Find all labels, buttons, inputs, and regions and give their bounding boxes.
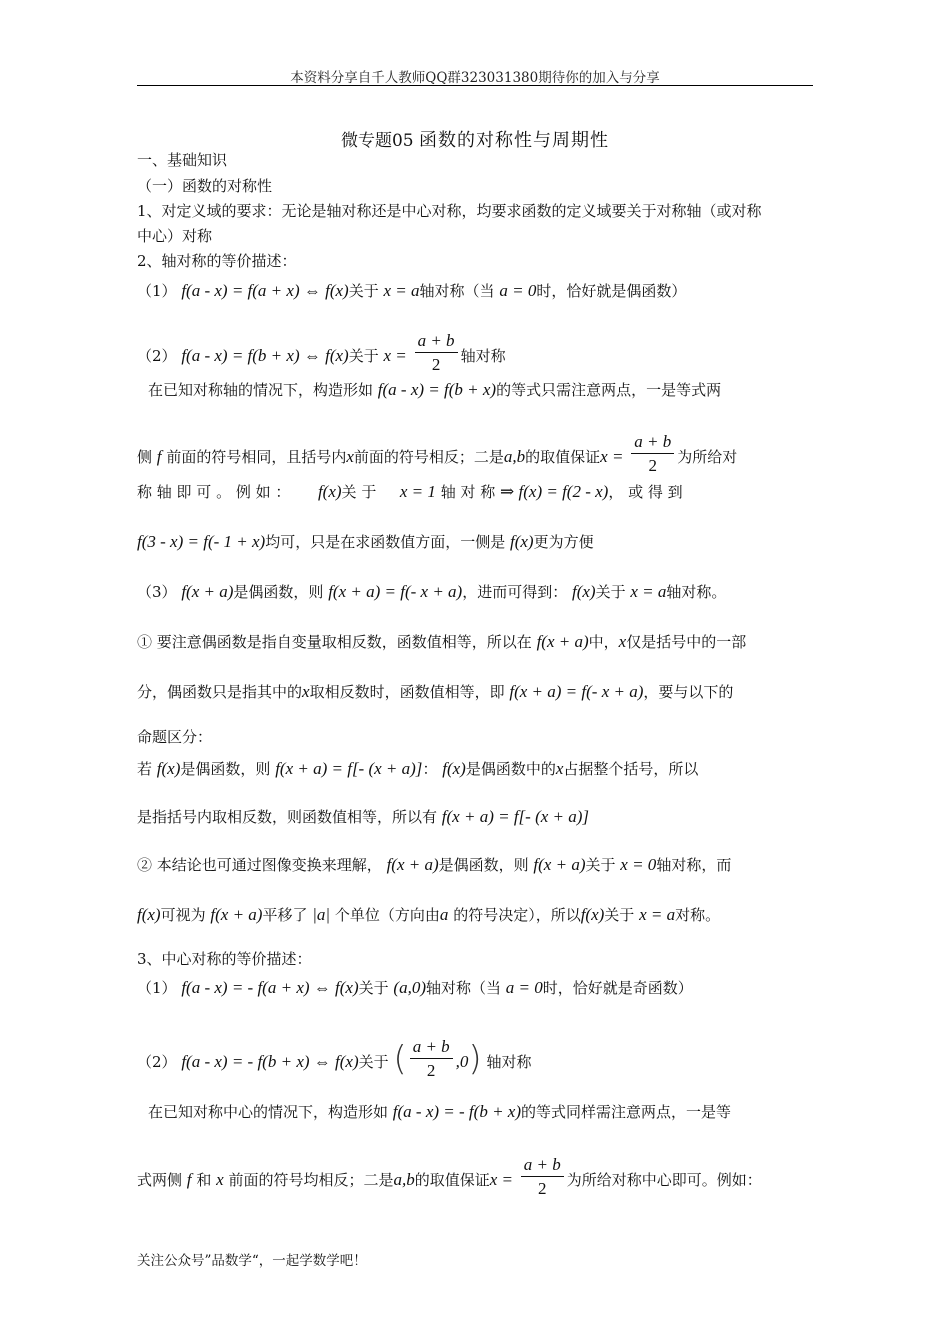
item-axis-3: （3） f(x + a)是偶函数，则 f(x + a) = f(- x + a)，进而可得到： f(x)关于 x = a轴对称。 [137,582,727,601]
paragraph-axis-heading: 2、轴对称的等价描述： [137,252,297,270]
fraction: $\frac{a + b}{2}$ [415,332,458,374]
title-main: 函数的对称性与周期性 [419,130,610,151]
section-heading: 一、基础知识 [137,151,228,169]
note-1-line-2: 分，偶函数只是指其中的x取相反数时，函数值相等，即 f(x + a) = f(- x + a)，要与以下的 [137,682,734,701]
item-center-1: （1） f(a - x) = - f(a + x) ⇔ f(x)关于 (a,0)轴对称（当 a = 0时，恰好就是奇函数） [137,978,693,997]
item-center-2: （2） f(a - x) = - f(b + x) ⇔ f(x)关于 ( $\frac{a + b}{2}$ ,0) 轴对称 [137,1037,532,1080]
page-footer: 关注公众号”品数学“，一起学数学吧！ [137,1253,367,1269]
paragraph-center-construct-2: 式两侧 f 和 x 前面的符号均相反；二是a,b的取值保证x = $\frac{a + b}{2}$ 为所给对称中心即可。例如： [137,1155,762,1198]
note-2-line-2: f(x)可视为 f(x + a)平移了 |a| 个单位（方向由a 的符号决定），所以f(x)关于 x = a对称。 [137,905,721,924]
subsection-heading: （一）函数的对称性 [137,177,273,195]
paragraph-example: 称 轴 即 可 。 例 如 ： f(x)关 于 x = 1 轴 对 称 ⇒ f(x) = f(2 - x)， 或 得 到 [137,482,683,501]
math-expression: x = a [383,281,420,300]
paragraph-construct-1: 在已知对称轴的情况下，构造形如 f(a - x) = f(b + x)的等式只需注意两点，一是等式两 [148,380,722,399]
note-1-line-4: 若 f(x)是偶函数，则 f(x + a) = f[- (x + a)]： f(x)是偶函数中的x占据整个括号，所以 [137,759,699,778]
document-title [0,126,950,152]
big-right-paren: ) [468,1039,482,1079]
title-prefix: 微专题05 [340,131,414,151]
fraction: $\frac{a + b}{2}$ [410,1038,453,1080]
paragraph-center-heading: 3、中心对称的等价描述： [137,950,312,968]
math-expression: f(a - x) = f(b + x) ⇔ f(x) [181,346,349,365]
item-axis-1: （1） f(a - x) = f(a + x) ⇔ f(x)关于 x = a轴对称（当 a = 0时，恰好就是偶函数） [137,281,687,300]
fraction: $\frac{a + b}{2}$ [521,1156,564,1198]
paragraph-domain-1: 1、对定义域的要求：无论是轴对称还是中心对称，均要求函数的定义域要关于对称轴（或对称 [137,202,762,220]
paragraph-domain-2: 中心）对称 [137,227,213,245]
paragraph-center-construct-1: 在已知对称中心的情况下，构造形如 f(a - x) = - f(b + x)的等式同样需注意两点，一是等 [148,1102,732,1121]
math-expression: f(3 - x) = f(- 1 + x) [137,532,266,551]
item-axis-2: （2） f(a - x) = f(b + x) ⇔ f(x)关于 x = $\frac{a + b}{2}$ 轴对称 [137,331,506,374]
fraction: $\frac{a + b}{2}$ [631,433,674,475]
math-expression: a = 0 [499,281,537,300]
math-expression: f(a - x) = f(a + x) ⇔ f(x) [181,281,349,300]
math-expression: x = [383,346,407,365]
header-rule [137,85,813,86]
note-1-line-1: ① 要注意偶函数是指自变量取相反数，函数值相等，所以在 f(x + a)中，x仅是括号中的一部 [137,632,747,651]
note-2-line-1: ② 本结论也可通过图像变换来理解， f(x + a)是偶函数，则 f(x + a)关于 x = 0轴对称，而 [137,855,732,874]
paragraph-example-2: f(3 - x) = f(- 1 + x)均可，只是在求函数值方面，一侧是 f(x)更为方便 [137,532,594,551]
math-expression: f(a - x) = f(b + x) [377,380,497,399]
big-left-paren: ( [393,1039,407,1079]
page-header: 本资料分享自千人教师QQ群323031380期待你的加入与分享 [290,70,660,86]
paragraph-construct-2: 侧 f 前面的符号相同，且括号内x前面的符号相反；二是a,b的取值保证x = $\frac{a + b}{2}$ 为所给对 [137,432,738,475]
note-1-line-3: 命题区分： [137,728,213,746]
note-1-line-5: 是指括号内取相反数，则函数值相等，所以有 f(x + a) = f[- (x + a)] [137,807,590,826]
